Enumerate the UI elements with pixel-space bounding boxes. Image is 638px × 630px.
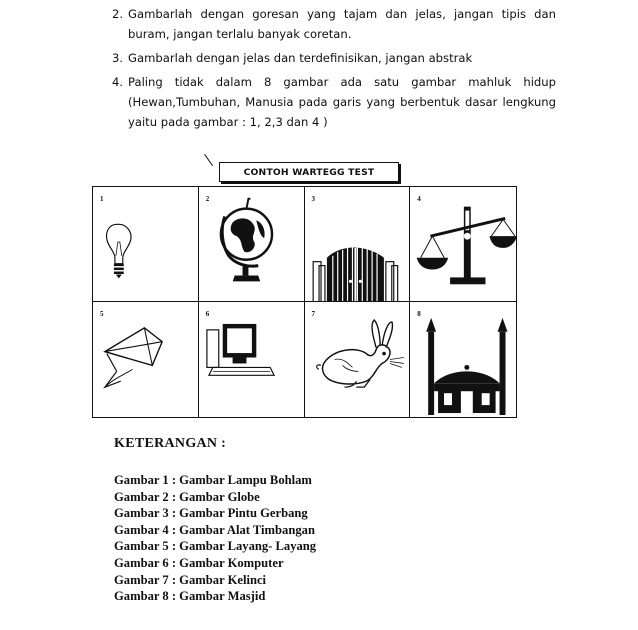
- wartegg-cell-8: [410, 302, 516, 417]
- cell-number: 2: [205, 195, 210, 203]
- wartegg-cell-7: [305, 302, 411, 417]
- cell-number: 3: [311, 195, 315, 203]
- legend-line: Gambar 2 : Gambar Globe: [114, 489, 260, 504]
- kite-icon: [93, 302, 198, 417]
- instruction-number: 2.: [112, 7, 124, 21]
- legend-line: Gambar 6 : Gambar Komputer: [114, 555, 284, 570]
- rabbit-icon: [305, 302, 410, 417]
- wartegg-cell-4: [410, 187, 516, 302]
- globe-icon: [199, 187, 304, 301]
- legend-line: Gambar 7 : Gambar Kelinci: [114, 572, 267, 587]
- wartegg-cell-1: [93, 187, 199, 302]
- legend-line: Gambar 4 : Gambar Alat Timbangan: [114, 522, 315, 537]
- wartegg-cell-2: [199, 187, 305, 302]
- wartegg-cell-3: [305, 187, 411, 302]
- cell-number: 7: [311, 310, 315, 318]
- cell-number: 6: [205, 310, 210, 318]
- cell-number: 4: [417, 195, 421, 203]
- instruction-number: 3.: [112, 51, 124, 65]
- legend-line: Gambar 1 : Gambar Lampu Bohlam: [114, 473, 312, 487]
- instruction-item: [112, 4, 556, 44]
- wartegg-cell-6: [199, 302, 305, 417]
- instruction-item: [112, 48, 556, 68]
- legend-title: KETERANGAN :: [114, 436, 227, 451]
- legend-line: Gambar 8 : Gambar Masjid: [114, 589, 266, 604]
- instruction-number: 4.: [112, 75, 124, 89]
- legend-line: Gambar 5 : Gambar Layang- Layang: [114, 539, 317, 554]
- instruction-item: [112, 72, 556, 132]
- instruction-list: [112, 4, 556, 132]
- wartegg-grid: [92, 186, 517, 418]
- legend: [114, 436, 316, 605]
- instruction-text: Gambarlah dengan goresan yang tajam dan jelas, jangan tipis dan buram, jangan terlalu banyak coretan.: [128, 7, 556, 41]
- legend-line: Gambar 3 : Gambar Pintu Gerbang: [114, 506, 308, 521]
- cell-number: 8: [417, 310, 421, 318]
- title-pointer-line: [204, 154, 213, 166]
- example-title: CONTOH WARTEGG TEST: [219, 162, 399, 182]
- gate-icon: [305, 187, 410, 301]
- instruction-text: Paling tidak dalam 8 gambar ada satu gambar mahluk hidup (Hewan,Tumbuhan, Manusia pada garis yang berbentuk dasar lengkung yaitu pada gambar : 1, 2,3 dan 4 ): [128, 75, 556, 129]
- cell-number: 1: [100, 195, 104, 203]
- instruction-text: Gambarlah dengan jelas dan terdefinisikan, jangan abstrak: [128, 51, 473, 65]
- computer-icon: [199, 302, 304, 417]
- scale-icon: [410, 187, 516, 301]
- mosque-icon: [410, 302, 516, 417]
- wartegg-cell-5: [93, 302, 199, 417]
- light-bulb-icon: [93, 187, 198, 301]
- cell-number: 5: [100, 310, 104, 318]
